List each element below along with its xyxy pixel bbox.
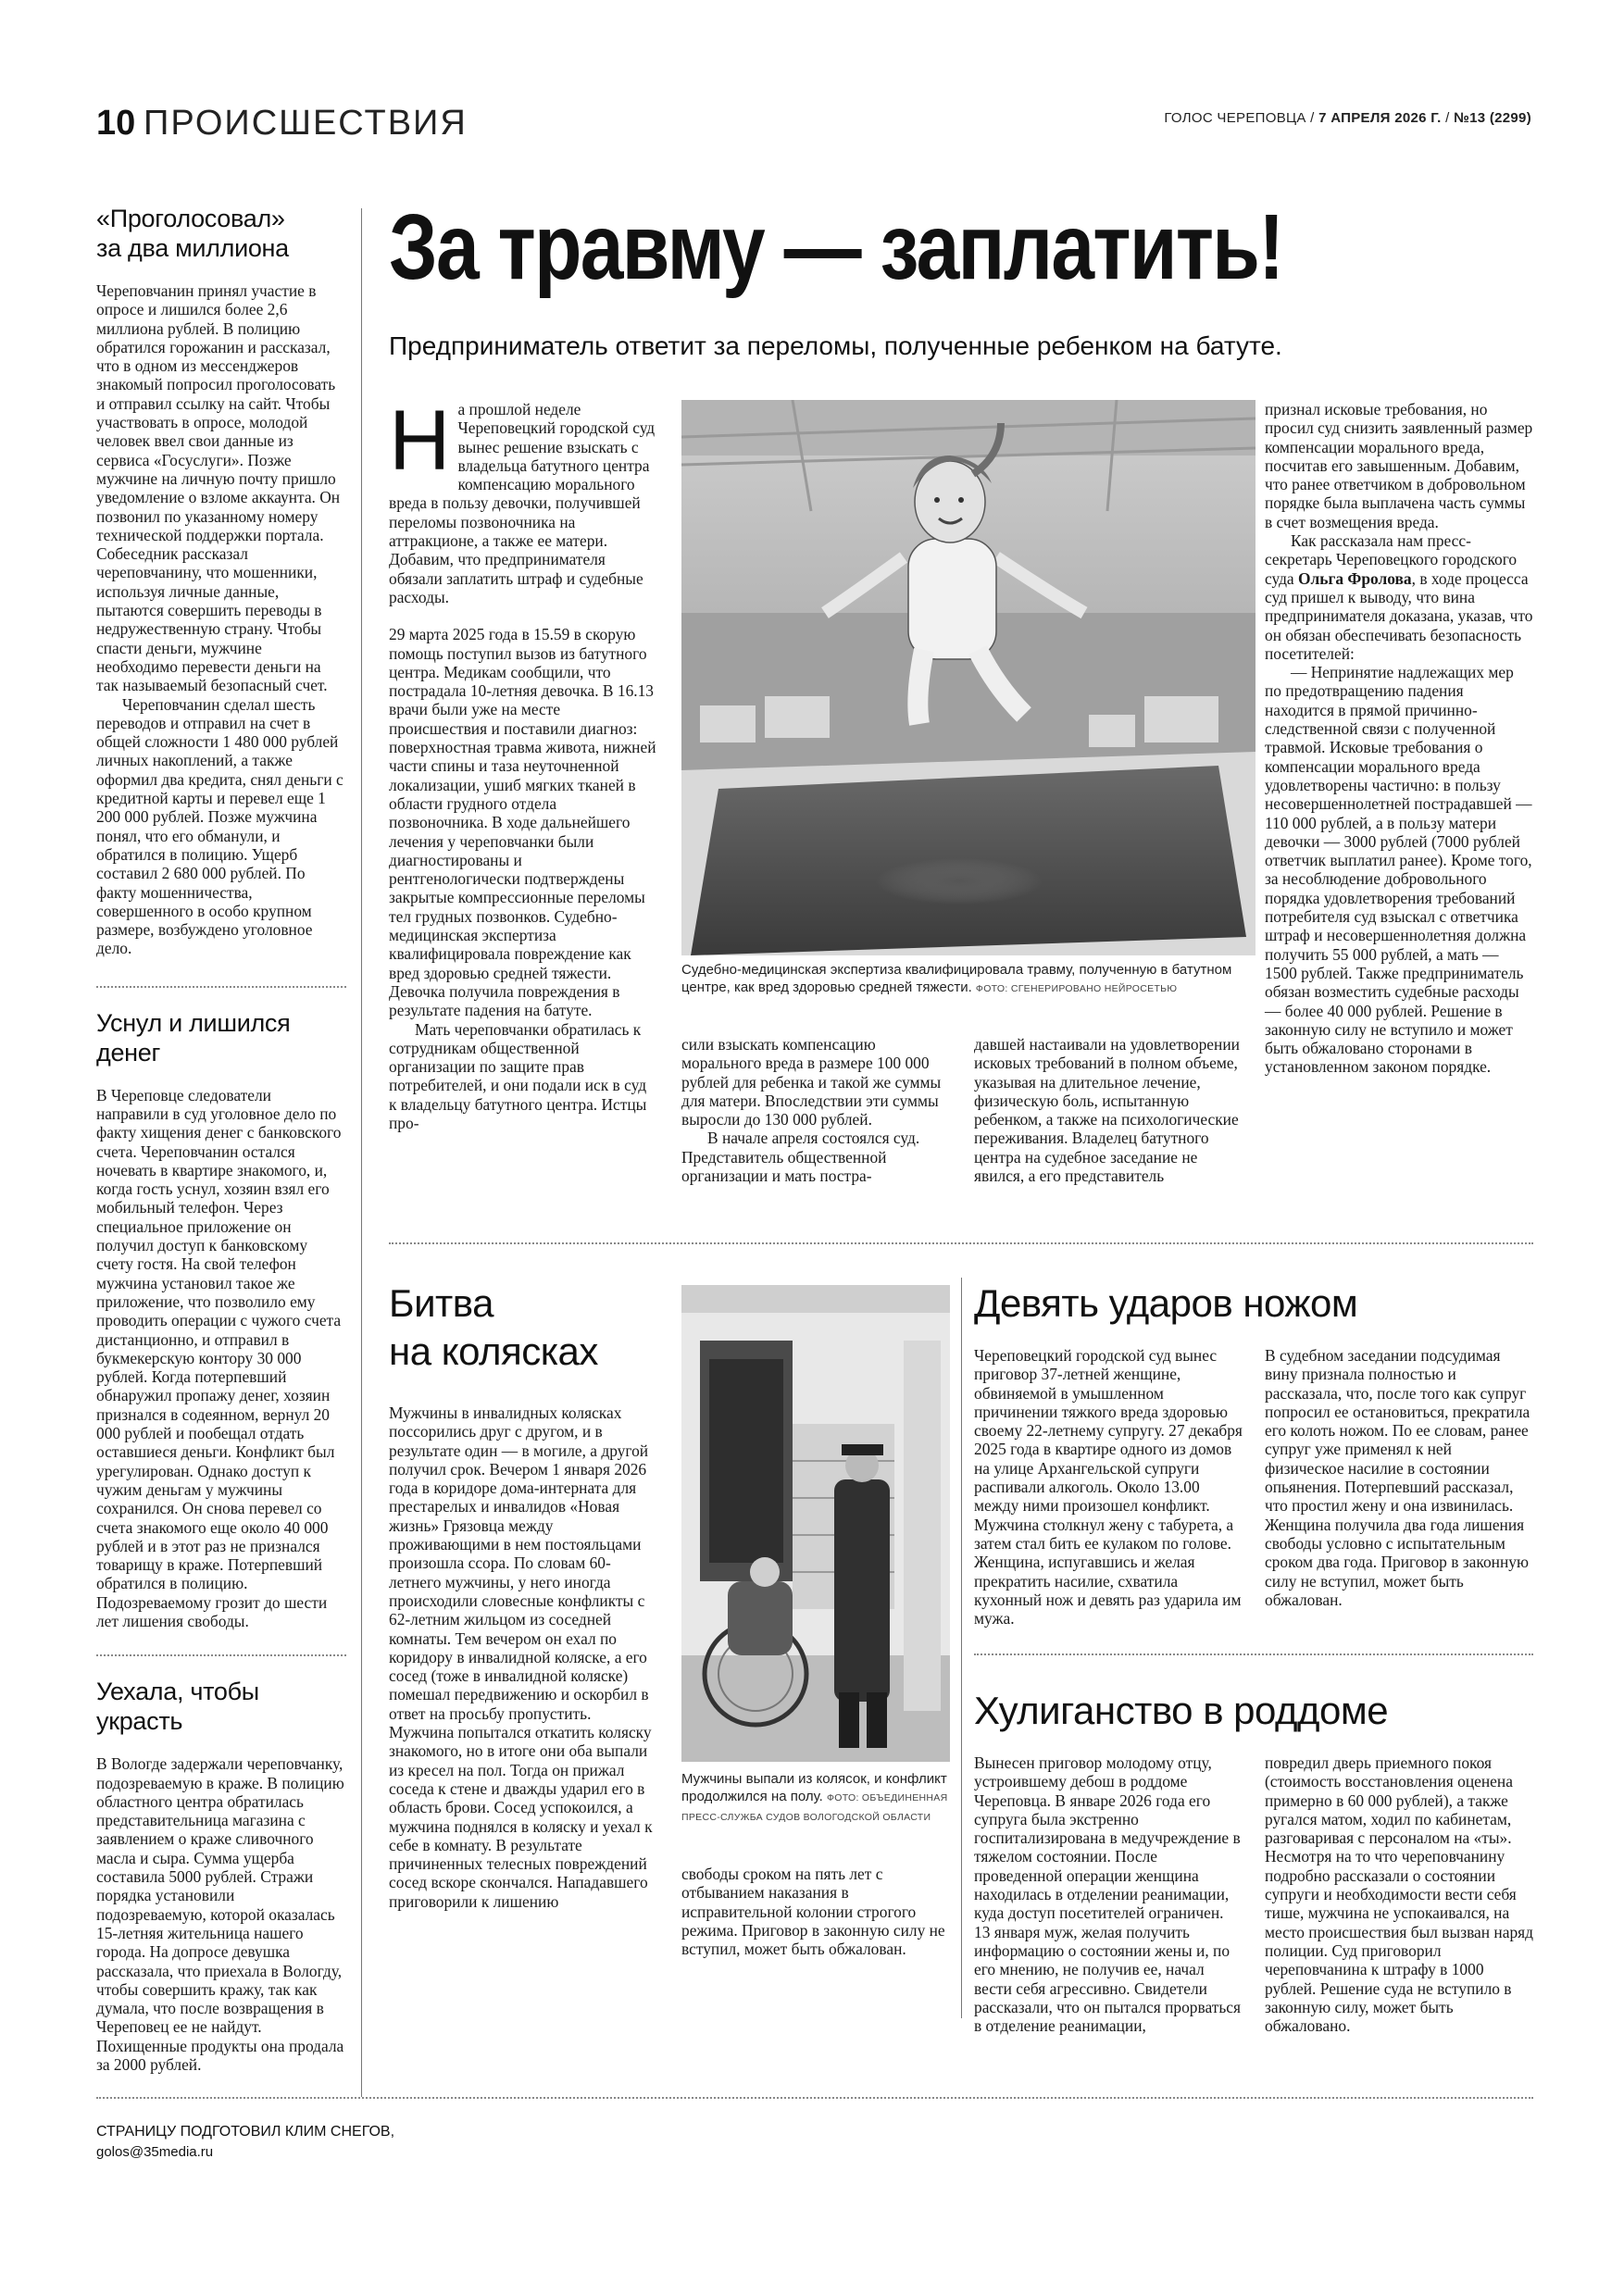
masthead-issue: №13 (2299) — [1454, 110, 1531, 126]
wheelchair-photo — [681, 1285, 950, 1762]
drop-cap: Н — [389, 393, 451, 488]
main-story-paragraph: признал исковые требования, но просил суд снизить заявленный размер компенсации морального вреда, посчитав его завышенным. Добавим, что ранее ответчиком в добровольном порядке была выплачена часть суммы в счет возмещения вреда. — [1265, 400, 1533, 531]
story-theft — [96, 1677, 346, 2074]
story-vote-body — [96, 281, 346, 958]
main-story-paragraph: 29 марта 2025 года в 15.59 в скорую помощь поступил вызов из батутного центра. Медикам сообщили, что пострадала 10-летняя девочка. В 16.13 врачи были уже на месте происшествия и поставили диагноз: поверхностная травма живота, нижней части спины и таза неуточненной локализации, ушиб мягких тканей в области грудного отдела позвоночника. В ходе дальнейшего лечения у череповчанки были диагностированы и рентгенологически подтверждены закрытые компрессионные переломы тел грудных позвонков. Судебно-медицинская экспертиза квалифицировала повреждение как вред здоровью средней тяжести. Девочка получила повреждения в результате падения на батуте. — [389, 625, 656, 1020]
main-story-paragraph: а прошлой неделе Череповецкий городской суд вынес решение взыскать с владельца батутного центра компенсацию морального вреда в пользу девочки, получившей переломы позвоночника на аттракционе, а также ее матери. Добавим, что предпринимателя обязали заплатить штраф и судебные расходы. — [389, 400, 656, 606]
main-story-paragraph: В начале апреля состоялся суд. Представитель общественной организации и мать постра- — [681, 1129, 920, 1186]
left-column — [96, 204, 346, 2074]
story-vote — [96, 204, 346, 958]
story-theft-body — [96, 1754, 346, 2074]
story-divider — [389, 1242, 1533, 1244]
story-sleep — [96, 1008, 346, 1631]
main-story-paragraph — [1265, 531, 1533, 663]
story-knife-paragraph: Череповецкий городской суд вынес приговор 37-летней женщине, обвиняемой в умышленном причинении тяжкого вреда здоровью своему 22-летнему супругу. 27 декабря 2025 года в квартире одного из домов на улице Архангельской супруги распивали алкоголь. Около 13.00 между ними произошел конфликт. Мужчина столкнул жену с табурета, а затем стал бить ее кулаком по голове. Женщина, испугавшись и желая прекратить насилие, схватила кухонный нож и девять раз ударила им мужа. — [974, 1346, 1243, 1628]
page-number: 10 — [96, 104, 136, 143]
masthead: ГОЛОС ЧЕРЕПОВЦА / 7 АПРЕЛЯ 2026 Г. / №13 (2299) — [1164, 110, 1531, 126]
main-headline: За травму — заплатить! — [389, 195, 1283, 299]
trampoline-photo-caption — [681, 961, 1255, 998]
story-knife-column-1 — [974, 1346, 1243, 1628]
photo-credit: ФОТО: СГЕНЕРИРОВАНО НЕЙРОСЕТЬЮ — [975, 983, 1178, 994]
story-vote-title-line2: за два миллиона — [96, 234, 289, 262]
story-theft-paragraph: В Вологде задержали череповчанку, подозреваемую в краже. В полицию областного центра обратилась представительница магазина с заявлением о краже сливочного масла и сыра. Сумма ущерба составила 5000 рублей. Стражи порядка установили подозреваемую, которой оказалась 15-летняя жительница нашего города. На допросе девушка рассказала, что приехала в Вологду, чтобы совершить кражу, так как думала, что после возвращения в Череповец ее не найдут. Похищенные продукты она продала за 2000 рублей. — [96, 1754, 344, 2075]
wheelchair-photo-caption — [681, 1770, 950, 1827]
story-theft-title: Уехала, чтобы украсть — [96, 1678, 259, 1736]
story-vote-title — [96, 204, 346, 263]
masthead-paper: ГОЛОС ЧЕРЕПОВЦА — [1164, 110, 1306, 126]
main-story-paragraph: сили взыскать компенсацию морального вреда в размере 100 000 рублей для ребенка и такой же суммы для матери. Впоследствии эти суммы выросли до 130 000 рублей. — [681, 1035, 942, 1129]
story-sleep-title: Уснул и лишился денег — [96, 1008, 291, 1067]
wheelchair-photo-image — [681, 1285, 950, 1762]
story-divider — [974, 1653, 1533, 1655]
main-story-column-3 — [974, 1035, 1243, 1185]
story-maternity-title: Хулиганство в роддоме — [974, 1689, 1389, 1732]
story-vote-paragraph: Череповчанин сделал шесть переводов и отправил на счет в общей сложности 1 480 000 рублей личных накоплений, а также оформил два кредита, снял деньги с кредитной карты и перевел еще 1 200 000 рублей. Позже мужчина понял, что его обманули, и обратился в полицию. Ущерб составил 2 680 000 рублей. По факту мошенничества, совершенного в особо крупном размере, возбуждено уголовное дело. — [96, 694, 344, 958]
story-wheelchairs-body-continued — [681, 1865, 950, 1958]
story-sleep-paragraph: В Череповце следователи направили в суд уголовное дело по факту хищения денег с банковского счета. Череповчанин остался ночевать в квартире знакомого, и, когда гость уснул, хозяин взял его мобильный телефон. Через специальное приложение он получил доступ к банковскому счету гостя. На свой телефон мужчина установил такое же приложение, что позволило ему проводить операции с чужого счета дистанционно, и отправил в букмекерскую контору 30 000 рублей. Когда потерпевший обнаружил пропажу денег, хозяин признался в содеянном, вернул 20 000 рублей и пообещал отдать оставшиеся деньги. Конфликт был урегулирован. Однако доступ к чужим деньгам у мужчины сохранился. Он снова перевел со счета знакомого еще около 40 000 рублей и в этот раз не признался товарищу в краже. Потерпевший обратился в полицию. Подозреваемому грозит до шести лет лишения свободы. — [96, 1085, 342, 1630]
main-subheadline: Предприниматель ответит за переломы, полученные ребенком на батуте. — [389, 331, 1282, 360]
story-knife-paragraph: В судебном заседании подсудимая вину признала полностью и рассказала, что, после того как супруг попросил ее остановиться, прекратила его колоть ножом. По ее словам, ранее супруг уже применял к ней физическое насилие в состоянии опьянения. Потерпевший рассказал, что простил жену и она извинилась. Женщина получила два года лишения свободы условно с испытательным сроком два года. Приговор в законную силу не вступил, может быть обжалован. — [1265, 1346, 1530, 1609]
footer-email: golos@35media.ru — [96, 2144, 214, 2160]
story-divider — [96, 1654, 346, 1656]
column-rule — [961, 1278, 962, 2018]
story-vote-paragraph: Череповчанин принял участие в опросе и лишился более 2,6 миллиона рублей. В полицию обратился горожанин и рассказал, что в одном из мессенджеров знакомый попросил проголосовать и отправил ссылку на сайт. Чтобы участвовать в опросе, молодой человек ввел свои данные из сервиса «Госуслуги». Позже мужчине на личную почту пришло уведомление о взломе аккаунта. Он позвонил по указанному номеру технической поддержки портала. Собеседник рассказал череповчанину, что мошенники, используя личные данные, пытаются совершить переводы в недружественную страну. Чтобы спасти деньги, мужчине необходимо перевести деньги на так называемый безопасный счет. — [96, 281, 341, 695]
story-divider — [96, 986, 346, 988]
photo-caption-text: Мужчины выпали из колясок, и конфликт продолжился на полу. — [681, 1771, 947, 1804]
story-wheelchairs-body — [389, 1404, 657, 1911]
story-knife-column-2 — [1265, 1346, 1533, 1609]
main-story-column-2 — [681, 1035, 950, 1185]
masthead-date: 7 АПРЕЛЯ 2026 Г. — [1318, 110, 1442, 126]
story-wheelchairs-title-line2: на колясках — [389, 1329, 598, 1373]
story-wheelchairs-paragraph: Мужчины в инвалидных колясках поссорились друг с другом, и в результате один — в могиле, а другой получил срок. Вечером 1 января 2026 года в коридоре дома-интерната для престарелых и инвалидов «Новая жизнь» Грязовца между проживающими в нем постояльцами произошла ссора. По словам 60-летнего мужчины, у него иногда происходили словесные конфликты с 62-летним жильцом из соседней комнаты. Тем вечером он ехал по коридору в инвалидной коляске, а его сосед (тоже в инвалидной коляске) помешал передвижению и оскорбил в ответ на просьбу пропустить. Мужчина попытался откатить коляску знакомого, но в итоге они оба выпали из кресел на пол. Тогда он прижал соседа к стене и дважды ударил его в область брови. Сосед успокоился, а мужчина поднялся в коляску и уехал к себе в комнату. В результате причиненных телесных повреждений сосед вскоре скончался. Нападавшего приговорили к лишению — [389, 1404, 653, 1911]
main-story-column-1 — [389, 393, 657, 1132]
story-maternity-column-2 — [1265, 1753, 1533, 2035]
main-story-paragraph: Мать череповчанки обратилась к сотрудникам общественной организации по защите прав потребителей, и они подали иск в суд к владельцу батутного центра. Истцы про- — [389, 1019, 647, 1132]
page-footer-divider — [96, 2097, 1533, 2099]
story-wheelchairs-paragraph: свободы сроком на пять лет с отбыванием наказания в исправительной колонии строгого режима. Приговор в законную силу не вступил, может быть обжалован. — [681, 1865, 945, 1959]
story-maternity-column-1 — [974, 1753, 1243, 2035]
story-maternity-paragraph: Вынесен приговор молодому отцу, устроившему дебош в роддоме Череповца. В январе 2026 года его супруга была экстренно госпитализирована в медучреждение в тяжелом состоянии. После проведенной операции женщина находилась в отделении реанимации, куда доступ посетителей ограничен. 13 января муж, желая получить информацию о состоянии жены и, по его мнению, не получив ее, начал вести себя агрессивно. Свидетели рассказали, что он пытался прорваться в отделение реанимации, — [974, 1753, 1241, 2036]
main-story-paragraph: давшей настаивали на удовлетворении исковых требований в полном объеме, указывая на длительное лечение, физическую боль, испытанную ребенком, а также на психологические переживания. Владелец батутного центра на судебное заседание не явился, а его представитель — [974, 1035, 1240, 1186]
spokesperson-name: Ольга Фролова — [1298, 568, 1412, 588]
quote-intro: Как рассказала нам пресс-секретарь Череповецкого городского суда — [1265, 531, 1518, 588]
quote-intro-end: , в ходе процесса суд пришел к выводу, что вина предпринимателя доказана, указав, что он обязан обеспечивать безопасность посетителей: — [1265, 568, 1533, 663]
main-story-quote: — Непринятие надлежащих мер по предотвращению падения находится в прямой причинно-следственной связи с полученной травмой. Исковые требования о компенсации морального вреда удовлетворены частично: в пользу несовершеннолетней пострадавшей — 110 000 рублей, а в пользу матери девочки — 3000 рублей (7000 рублей ответчик выплатил ранее). Кроме того, за несоблюдение добровольного порядка удовлетворения требований потребителя суд взыскал с ответчика штраф и несовершеннолетняя должна получить 55 000 рублей, а мать — 1500 рублей. Также предприниматель обязан возместить судебные расходы — более 40 000 рублей. Решение в законную силу не вступило и может быть обжаловано сторонами в установленном законом порядке. — [1265, 663, 1532, 1077]
column-rule — [361, 208, 362, 2097]
page-footer — [96, 2122, 394, 2163]
photo-credit: ФОТО: ОБЪЕДИНЕННАЯ ПРЕСС-СЛУЖБА СУДОВ ВОЛОГОДСКОЙ ОБЛАСТИ — [681, 1792, 948, 1823]
story-sleep-body — [96, 1086, 346, 1631]
trampoline-photo-image — [681, 400, 1255, 955]
story-wheelchairs-title-line1: Битва — [389, 1281, 493, 1325]
story-maternity-paragraph: повредил дверь приемного покоя (стоимость восстановления оценена примерно в 60 000 рублей), а также ругался матом, ходил по кабинетам, разговаривая с персоналом на «ты». Несмотря на то что череповчанину подробно рассказали о состоянии супруги и необходимости вести себя тише, мужчина не успокаивался, на место происшествия был вызван наряд полиции. Суд приговорил череповчанина к штрафу в 1000 рублей. Решение суда не вступило в законную силу, может быть обжаловано. — [1265, 1753, 1533, 2036]
story-knife-title: Девять ударов ножом — [974, 1281, 1358, 1325]
story-vote-title-line1: «Проголосовал» — [96, 205, 285, 232]
photo-caption-text: Судебно-медицинская экспертиза квалифицировала травму, полученную в батутном центре, как вред здоровью средней тяжести. — [681, 962, 1232, 995]
section-title: ПРОИСШЕСТВИЯ — [144, 104, 468, 143]
footer-credit: СТРАНИЦУ ПОДГОТОВИЛ КЛИМ СНЕГОВ, — [96, 2124, 395, 2140]
trampoline-photo — [681, 400, 1255, 955]
main-story-column-4 — [1265, 400, 1533, 1077]
story-wheelchairs-title — [389, 1279, 657, 1376]
